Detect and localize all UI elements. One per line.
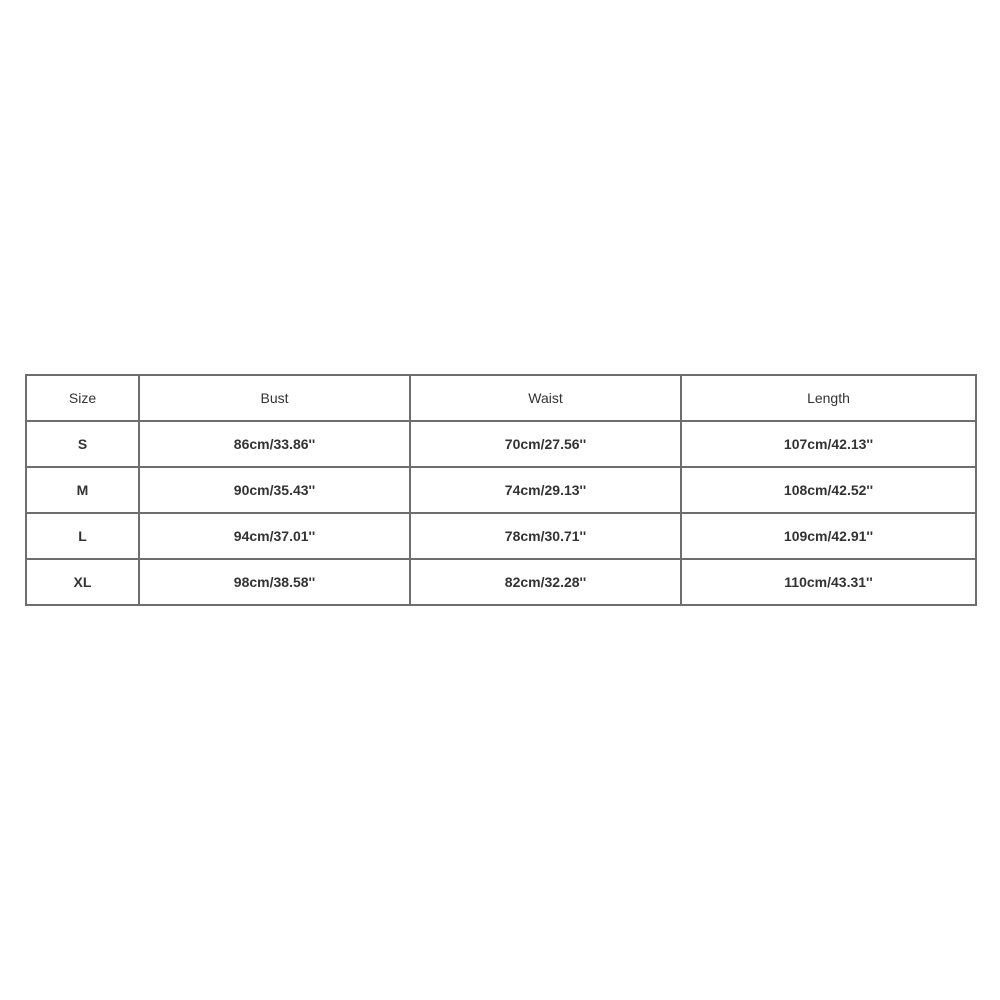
length-cell: 110cm/43.31'' [681, 559, 976, 605]
waist-cell: 74cm/29.13'' [410, 467, 681, 513]
bust-cell: 90cm/35.43'' [139, 467, 410, 513]
bust-cell: 98cm/38.58'' [139, 559, 410, 605]
table-row [26, 513, 976, 559]
header-waist: Waist [410, 375, 681, 421]
table-row [26, 467, 976, 513]
header-bust: Bust [139, 375, 410, 421]
waist-cell: 78cm/30.71'' [410, 513, 681, 559]
header-size: Size [26, 375, 139, 421]
length-cell: 108cm/42.52'' [681, 467, 976, 513]
table-header-row [26, 375, 976, 421]
waist-cell: 70cm/27.56'' [410, 421, 681, 467]
length-cell: 109cm/42.91'' [681, 513, 976, 559]
waist-cell: 82cm/32.28'' [410, 559, 681, 605]
length-cell: 107cm/42.13'' [681, 421, 976, 467]
header-length: Length [681, 375, 976, 421]
table-row [26, 559, 976, 605]
size-cell: S [26, 421, 139, 467]
bust-cell: 94cm/37.01'' [139, 513, 410, 559]
size-cell: XL [26, 559, 139, 605]
size-cell: M [26, 467, 139, 513]
size-chart-table [25, 374, 977, 606]
bust-cell: 86cm/33.86'' [139, 421, 410, 467]
table-row [26, 421, 976, 467]
size-cell: L [26, 513, 139, 559]
